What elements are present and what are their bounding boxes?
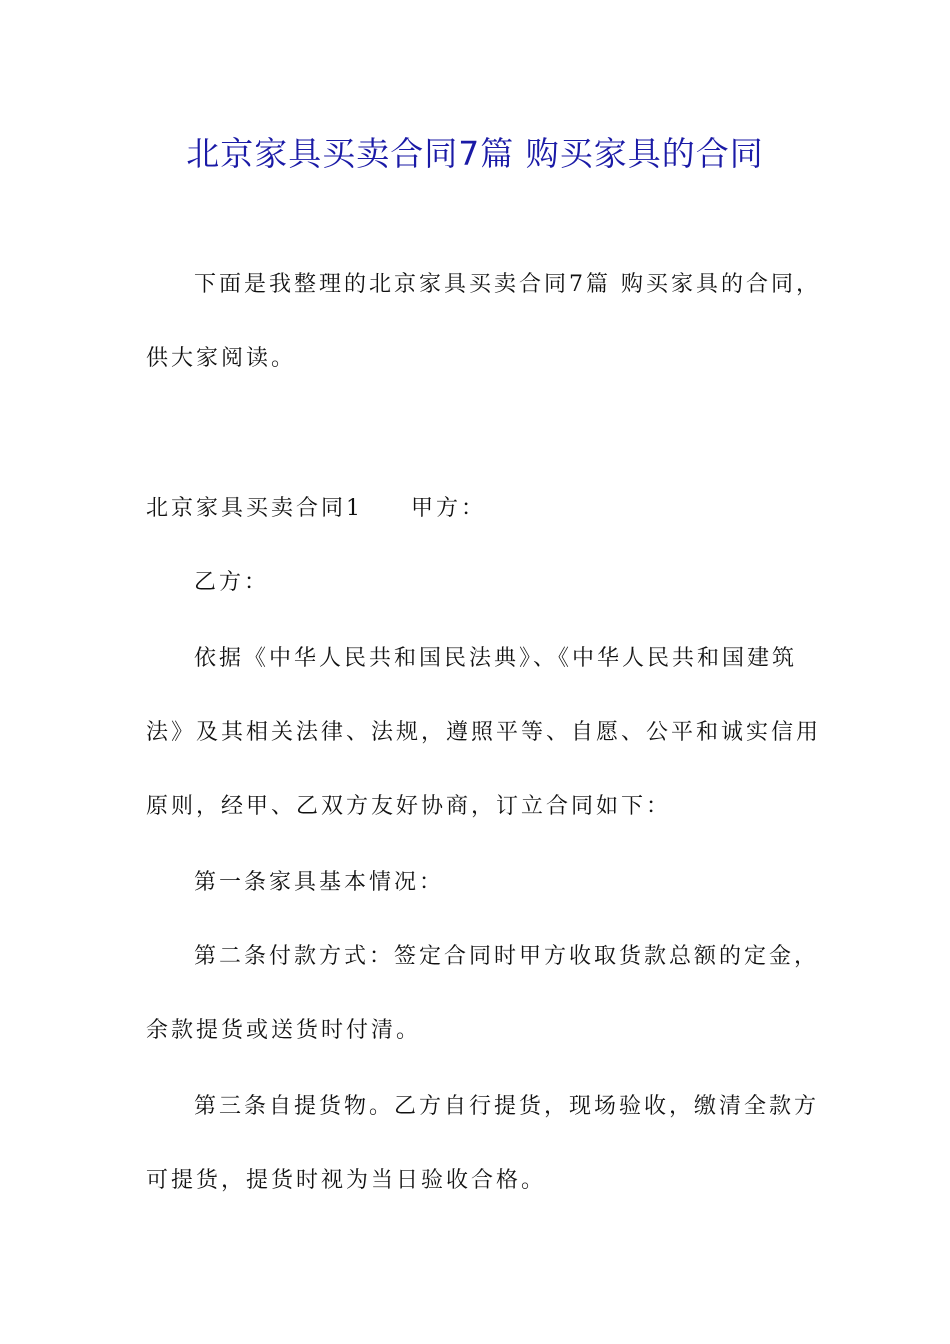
party-b-label: 乙方：: [194, 570, 270, 595]
article-2-line-2: 余款提货或送货时付清。: [146, 1018, 422, 1043]
section-heading: 北京家具买卖合同1: [146, 496, 363, 521]
basis-line-3: 原则，经甲、乙双方友好协商，订立合同如下：: [146, 794, 672, 819]
basis-line-2: 法》及其相关法律、法规，遵照平等、自愿、公平和诚实信用: [146, 720, 822, 745]
article-3-line-2: 可提货，提货时视为当日验收合格。: [146, 1168, 547, 1193]
intro-line-1: 下面是我整理的北京家具买卖合同7篇 购买家具的合同，: [194, 272, 821, 297]
article-3-line-1: 第三条自提货物。乙方自行提货，现场验收，缴清全款方: [194, 1094, 820, 1119]
document-title: 北京家具买卖合同7篇 购买家具的合同: [186, 134, 764, 173]
section-heading-line: [146, 472, 810, 546]
article-2-line-1: 第二条付款方式：签定合同时甲方收取货款总额的定金，: [194, 944, 820, 969]
intro-line-2: 供大家阅读。: [146, 346, 297, 371]
article-1: 第一条家具基本情况：: [194, 870, 445, 895]
party-a-label: 甲方：: [411, 496, 487, 521]
basis-line-1: 依据《中华人民共和国民法典》、《中华人民共和国建筑: [194, 646, 798, 671]
